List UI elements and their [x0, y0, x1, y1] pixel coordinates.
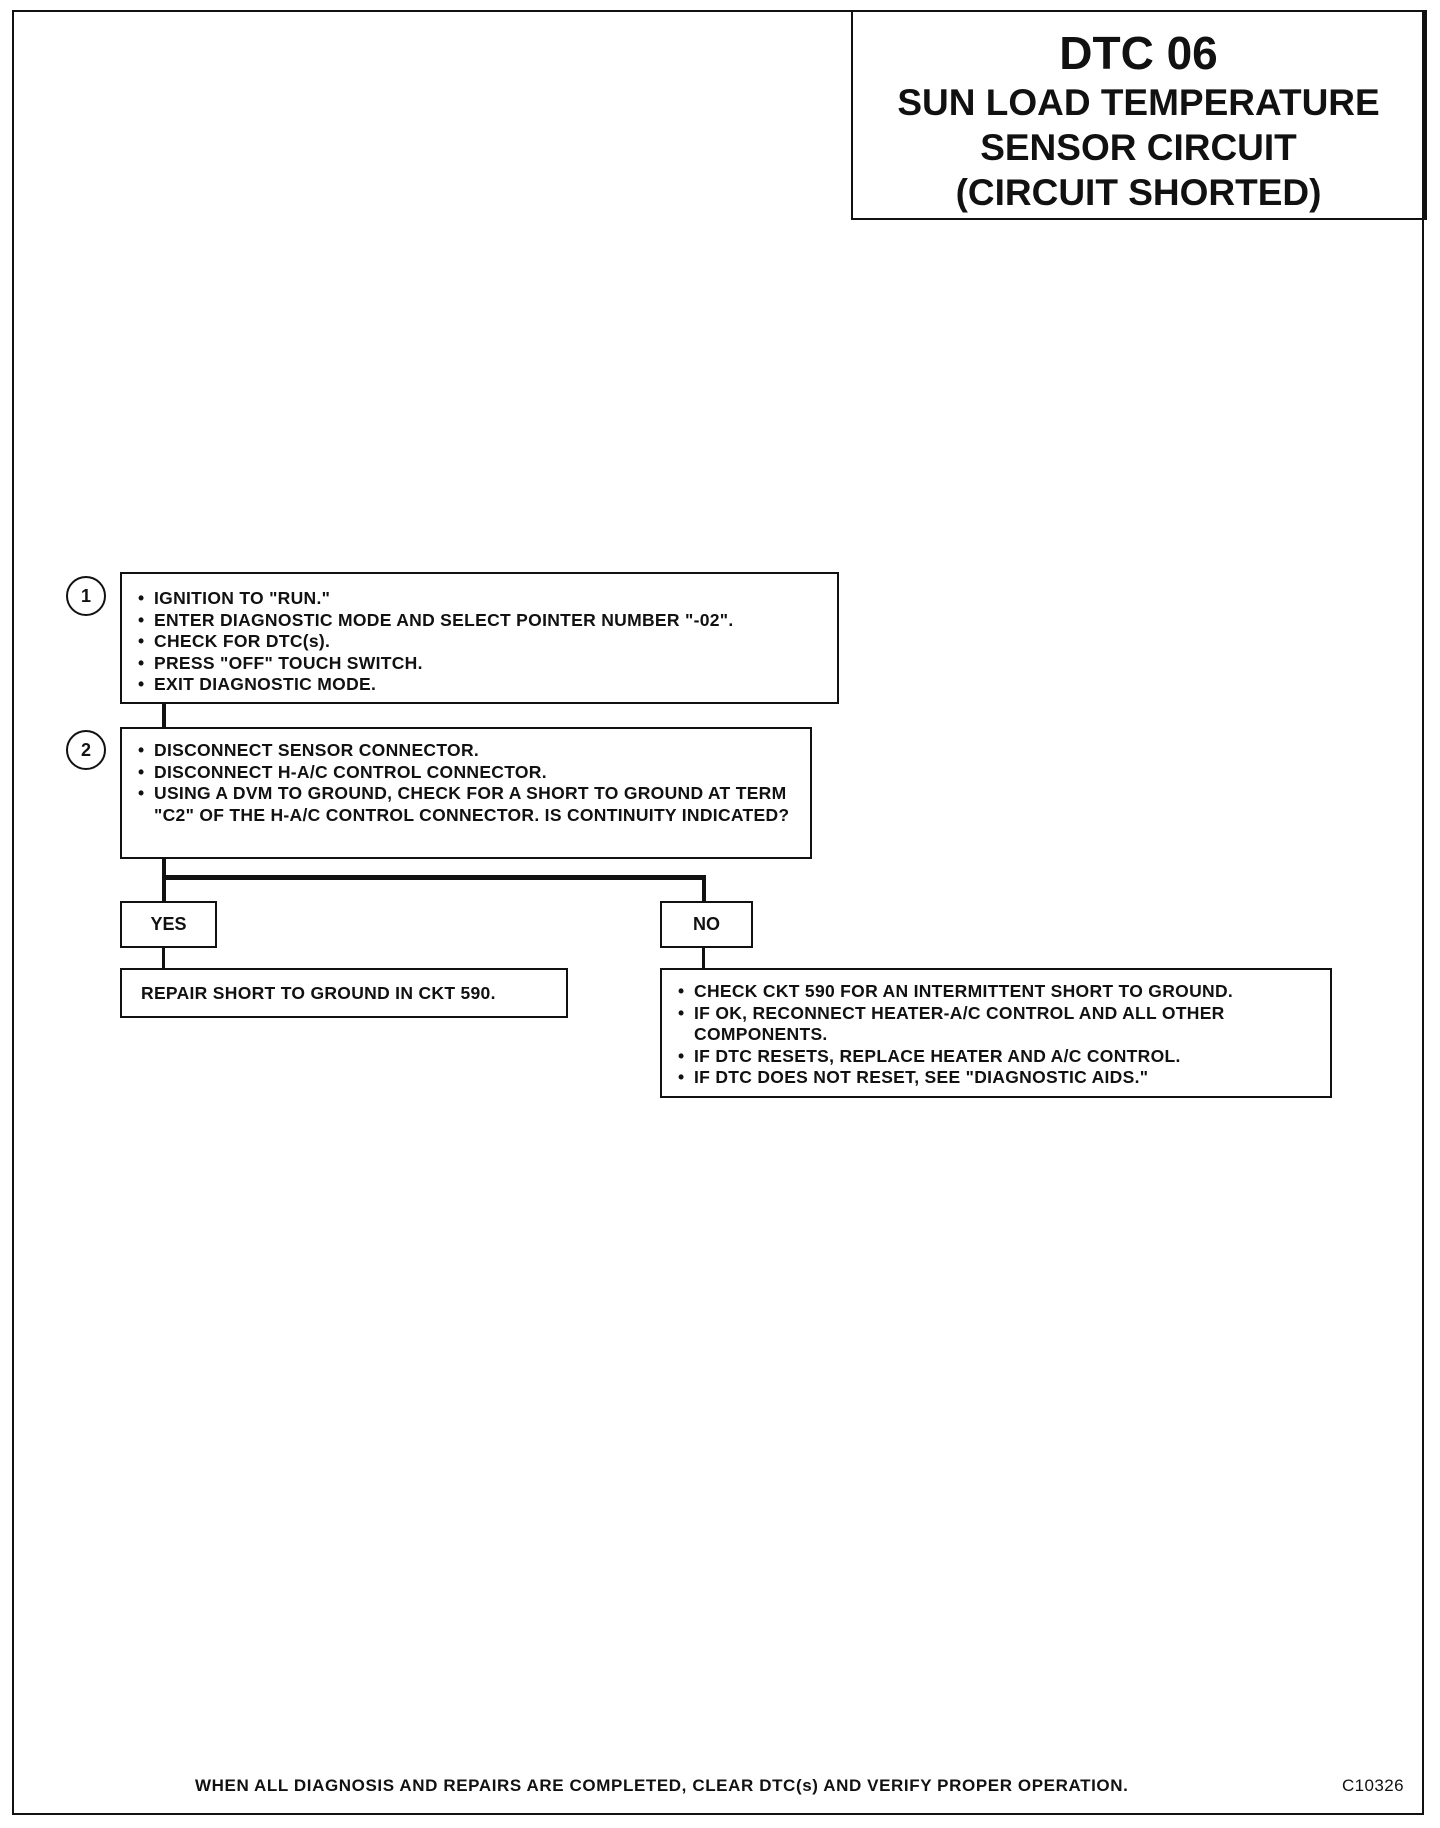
connector-yes-result — [162, 946, 165, 970]
figure-code: C10326 — [1342, 1776, 1404, 1795]
no-label: NO — [660, 901, 753, 948]
connector-to-yes — [162, 875, 166, 903]
dtc-title: DTC 06 — [1059, 27, 1218, 79]
list-item: • PRESS "OFF" TOUCH SWITCH. — [136, 653, 825, 675]
step-2-number: 2 — [66, 730, 106, 770]
list-item: • IF OK, RECONNECT HEATER-A/C CONTROL AND ALL OTHER COMPONENTS. — [676, 1003, 1320, 1046]
yes-label: YES — [120, 901, 217, 948]
list-item: • EXIT DIAGNOSTIC MODE. — [136, 674, 825, 696]
list-item: • IF DTC DOES NOT RESET, SEE "DIAGNOSTIC AIDS." — [676, 1067, 1320, 1089]
title-line-3: (CIRCUIT SHORTED) — [955, 172, 1322, 213]
connector-no-result — [702, 946, 705, 970]
step-1-box — [120, 572, 839, 704]
step-2-box — [120, 727, 812, 859]
step-1-number: 1 — [66, 576, 106, 616]
list-item: • CHECK FOR DTC(s). — [136, 631, 825, 653]
list-item: • IF DTC RESETS, REPLACE HEATER AND A/C CONTROL. — [676, 1046, 1320, 1068]
connector-to-no — [702, 875, 706, 903]
yes-result-box: REPAIR SHORT TO GROUND IN CKT 590. — [120, 968, 568, 1018]
step-1-list — [136, 588, 825, 696]
title-line-1: SUN LOAD TEMPERATURE — [897, 82, 1380, 123]
list-item: • USING A DVM TO GROUND, CHECK FOR A SHORT TO GROUND AT TERM "C2" OF THE H-A/C CONTROL CONNECTOR. IS CONTINUITY INDICATED? — [136, 783, 798, 826]
title-box — [851, 10, 1427, 220]
title-line-2: SENSOR CIRCUIT — [980, 127, 1297, 168]
list-item: • DISCONNECT SENSOR CONNECTOR. — [136, 740, 798, 762]
list-item: • DISCONNECT H-A/C CONTROL CONNECTOR. — [136, 762, 798, 784]
list-item: • ENTER DIAGNOSTIC MODE AND SELECT POINTER NUMBER "-02". — [136, 610, 825, 632]
connector-branch-horizontal — [162, 875, 706, 880]
no-result-box — [660, 968, 1332, 1098]
footer-note: WHEN ALL DIAGNOSIS AND REPAIRS ARE COMPLETED, CLEAR DTC(s) AND VERIFY PROPER OPERATION. — [195, 1776, 1129, 1795]
step-2-list — [136, 740, 798, 826]
list-item: • IGNITION TO "RUN." — [136, 588, 825, 610]
connector-step1-step2 — [162, 702, 166, 729]
no-result-list — [676, 981, 1320, 1089]
list-item: • CHECK CKT 590 FOR AN INTERMITTENT SHORT TO GROUND. — [676, 981, 1320, 1003]
